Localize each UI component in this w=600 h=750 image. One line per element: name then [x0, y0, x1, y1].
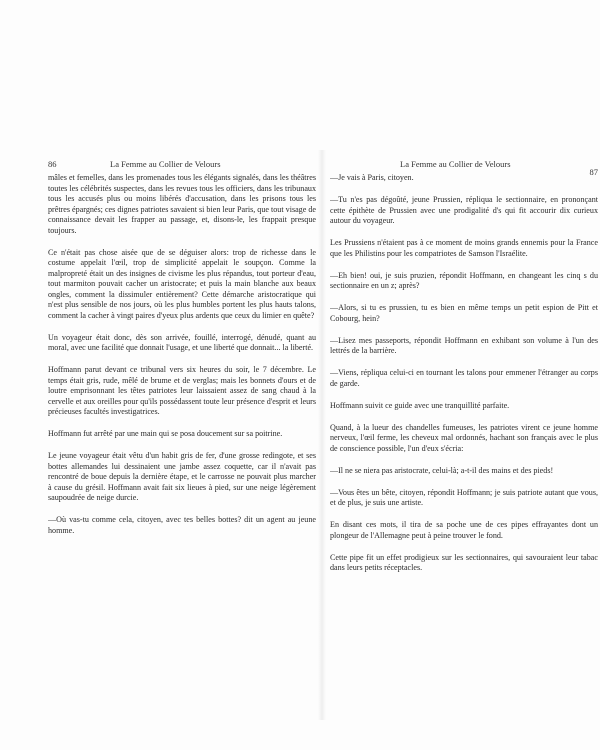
left-paragraph: Ce n'était pas chose aisée que de se déguiser alors: trop de richesse dans le costume appelait l'œil, trop de simplicité appelait le soupçon. Comme la malpropreté était un des insignes de civisme les plus répandus, tout porteur d'eau, tout marmiton pouvait cacher un aristocrate; et puis la main blanche aux beaux ongles, comment la dissimuler entièrement? Cette démarche aristocratique qui n'est plus sensible de nos jours, où les plus humbles portent les plus hauts talons, comment la cacher à vingt paires d'yeux plus ardents que ceux du limier en quête? — [48, 247, 316, 320]
left-paragraph: Le jeune voyageur était vêtu d'un habit gris de fer, d'une grosse redingote, et ses bottes allemandes lui dessinaient une jambe assez coquette, car il n'avait pas rencontré de boue depuis la dernière étape, et le carrosse ne pouvait plus marcher à cause du grésil. Hoffmann avait fait six lieues à pied, sur une neige légèrement saupoudrée de neige durcie. — [48, 451, 316, 502]
left-paragraph: Hoffmann fut arrêté par une main qui se posa doucement sur sa poitrine. — [48, 429, 283, 438]
left-page-header — [48, 155, 316, 173]
right-paragraph: —Vous êtes un bête, citoyen, répondit Hoffmann; je suis patriote autant que vous, et de plus, je suis une artiste. — [330, 487, 598, 507]
right-paragraph: —Lisez mes passeports, répondit Hoffmann en exhibant son volume à l'un des lettrés de la barrière. — [330, 335, 598, 355]
right-paragraph: —Tu n'es pas dégoûté, jeune Prussien, répliqua le sectionnaire, en prononçant cette épithète de Prussien avec une prodigalité d's qui fit accourir dix curieux autour du voyageur. — [330, 195, 598, 225]
right-paragraph: —Eh bien! oui, je suis pruzien, répondit Hoffmann, en changeant les cinq s du sectionnaire en un z; après? — [330, 270, 598, 290]
right-paragraph: —Il ne se niera pas aristocrate, celui-là; a-t-il des mains et des pieds! — [330, 465, 554, 475]
left-paragraph: Un voyageur était donc, dès son arrivée, fouillé, interrogé, dénudé, quant au moral, avec une facilité que donnait l'usage, et une liberté que donnait... la liberté. — [48, 332, 316, 352]
left-paragraph: —Où vas-tu comme cela, citoyen, avec tes belles bottes? dit un agent au jeune homme. — [48, 515, 316, 535]
right-paragraph: —Je vais à Paris, citoyen. — [330, 173, 414, 182]
left-page — [48, 155, 316, 715]
book-gutter — [318, 150, 326, 720]
right-paragraph: En disant ces mots, il tira de sa poche une de ces pipes effrayantes dont un plongeur de l'Allemagne peut à peine trouver le fond. — [330, 520, 598, 540]
right-page — [330, 155, 598, 715]
right-paragraph: —Alors, si tu es prussien, tu es bien en même temps un petit espion de Pitt et Cobourg, hein? — [330, 303, 598, 323]
right-paragraph: Hoffmann suivit ce guide avec une tranquillité parfaite. — [330, 400, 510, 410]
right-paragraph: Quand, à la lueur des chandelles fumeuses, les patriotes virent ce jeune homme nerveux, l'œil ferme, les cheveux mal ordonnés, hachant son français avec le plus de conscience possible, l'un d'eux s'écria: — [330, 422, 598, 453]
right-page-header — [330, 155, 598, 177]
left-running-title: La Femme au Collier de Velours — [110, 159, 221, 169]
right-paragraph: Cette pipe fit un effet prodigieux sur les sectionnaires, qui savouraient leur tabac dans leurs petits réceptacles. — [330, 552, 598, 572]
left-paragraph: Hoffmann parut devant ce tribunal vers six heures du soir, le 7 décembre. Le temps était gris, rude, mêlé de brume et de verglas; mais les bonnets d'ours et de loutre emprisonnant les têtes patriotes leur laissaient assez de sang chaud à la cervelle et aux oreilles pour qu'ils possédassent toute leur présence d'esprit et leurs précieuses facultés investigatrices. — [48, 365, 316, 416]
right-paragraph: —Viens, répliqua celui-ci en tournant les talons pour emmener l'étranger au corps de garde. — [330, 368, 598, 388]
right-page-number: 87 — [589, 167, 598, 177]
right-running-title: La Femme au Collier de Velours — [400, 159, 511, 169]
right-paragraph: Les Prussiens n'étaient pas à ce moment de moins grands ennemis pour la France que les Philistins pour les compatriotes de Samson l'Israélite. — [330, 238, 598, 258]
left-page-number: 86 — [48, 159, 57, 169]
left-paragraph: mâles et femelles, dans les promenades tous les élégants signalés, dans les théâtres toutes les célébrités suspectes, dans les revues tous les officiers, dans les tribunaux tous les accusés plus ou moins libérés d'accusation, dans les prisons tous les prêtres épargnés; ces dignes patriotes savaient si bien leur Paris, que tout visage de connaissance devait les frapper au passage, et, disons-le, les frappait presque toujours. — [48, 173, 316, 235]
